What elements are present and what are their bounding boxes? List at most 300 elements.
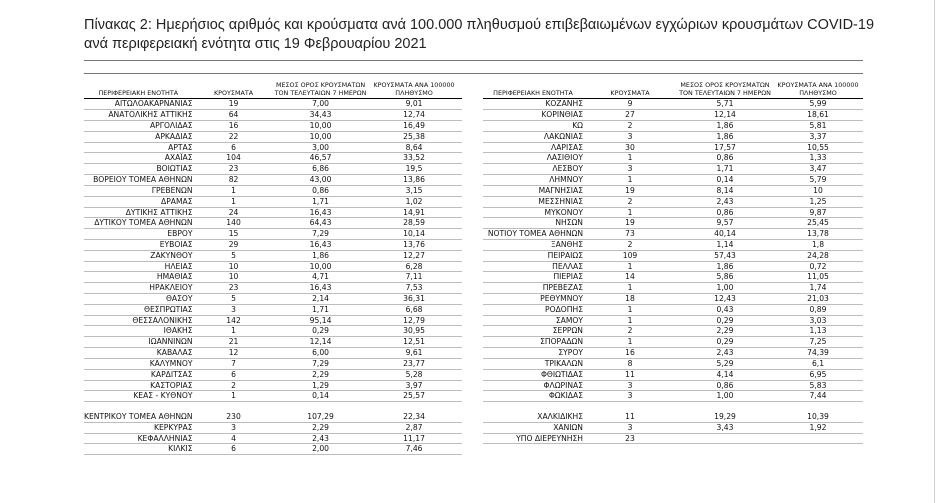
rate-cell: 2,87 <box>367 422 462 433</box>
region-cell: ΠΙΕΡΙΑΣ <box>483 272 583 283</box>
cases-cell: 1 <box>583 175 677 186</box>
rate-cell: 0,89 <box>773 304 863 315</box>
rate-cell: 3,03 <box>773 315 863 326</box>
table-row <box>483 433 863 444</box>
table-row <box>84 391 462 402</box>
cases-cell: 64 <box>193 110 275 121</box>
avg-cell: 0,86 <box>677 153 773 164</box>
table-row <box>84 229 462 240</box>
rate-cell: 3,97 <box>367 380 462 391</box>
rate-cell: 1,92 <box>773 422 863 433</box>
region-cell: ΧΑΛΚΙΔΙΚΗΣ <box>483 412 583 422</box>
region-cell: ΣΕΡΡΩΝ <box>483 326 583 337</box>
region-cell: ΛΕΣΒΟΥ <box>483 164 583 175</box>
right-table-body <box>483 99 863 444</box>
table-row <box>483 164 863 175</box>
cases-cell: 23 <box>583 433 677 444</box>
region-cell: ΣΥΡΟΥ <box>483 348 583 359</box>
region-cell: ΝΗΣΩΝ <box>483 218 583 229</box>
rate-cell: 6,1 <box>773 358 863 369</box>
avg-cell: 1,29 <box>275 380 367 391</box>
avg-cell: 0,29 <box>275 326 367 337</box>
region-cell: ΘΕΣΣΑΛΟΝΙΚΗΣ <box>84 315 193 326</box>
rate-cell: 28,59 <box>367 218 462 229</box>
rate-cell: 1,25 <box>773 196 863 207</box>
rate-cell: 74,39 <box>773 348 863 359</box>
spacer-cell <box>483 402 583 412</box>
region-cell: ΠΕΛΛΑΣ <box>483 261 583 272</box>
region-cell: ΛΑΡΙΣΑΣ <box>483 142 583 153</box>
cases-cell: 30 <box>583 142 677 153</box>
avg-cell: 2,14 <box>275 294 367 305</box>
avg-cell: 1,86 <box>275 250 367 261</box>
table-row <box>483 110 863 121</box>
table-row <box>483 99 863 110</box>
region-cell: ΑΧΑΪΑΣ <box>84 153 193 164</box>
rate-cell: 5,83 <box>773 380 863 391</box>
rate-cell: 19,5 <box>367 164 462 175</box>
col-header-region: ΠΕΡΙΦΕΡΕΙΑΚΗ ΕΝΟΤΗΤΑ <box>483 82 583 99</box>
table-row <box>84 369 462 380</box>
avg-cell: 46,57 <box>275 153 367 164</box>
cases-cell: 3 <box>193 304 275 315</box>
region-cell: ΠΕΙΡΑΙΩΣ <box>483 250 583 261</box>
cases-cell: 19 <box>193 99 275 110</box>
cases-cell: 19 <box>583 185 677 196</box>
cases-cell: 3 <box>583 164 677 175</box>
cases-cell: 1 <box>583 337 677 348</box>
rate-cell: 14,91 <box>367 207 462 218</box>
region-cell: ΙΩΑΝΝΙΝΩΝ <box>84 337 193 348</box>
left-header-row <box>84 82 462 99</box>
region-cell: ΡΟΔΟΠΗΣ <box>483 304 583 315</box>
left-data-table <box>84 82 462 455</box>
rate-cell: 11,05 <box>773 272 863 283</box>
rate-cell: 3,15 <box>367 185 462 196</box>
rate-cell: 3,47 <box>773 164 863 175</box>
window-edge <box>934 0 935 503</box>
table-row <box>84 380 462 391</box>
table-row <box>84 142 462 153</box>
cases-cell: 104 <box>193 153 275 164</box>
region-cell: ΞΑΝΘΗΣ <box>483 239 583 250</box>
avg-cell: 5,71 <box>677 99 773 110</box>
table-row <box>84 131 462 142</box>
table-row <box>483 283 863 294</box>
region-cell: ΑΡΤΑΣ <box>84 142 193 153</box>
avg-cell: 0,29 <box>677 337 773 348</box>
table-row <box>483 391 863 402</box>
avg-cell: 10,00 <box>275 131 367 142</box>
region-cell: ΠΡΕΒΕΖΑΣ <box>483 283 583 294</box>
region-cell: ΚΕΦΑΛΛΗΝΙΑΣ <box>84 433 193 444</box>
rate-cell: 25,57 <box>367 391 462 402</box>
cases-cell: 27 <box>583 110 677 121</box>
rate-cell: 1,02 <box>367 196 462 207</box>
cases-cell: 109 <box>583 250 677 261</box>
rate-cell: 10,55 <box>773 142 863 153</box>
table-row <box>84 348 462 359</box>
avg-cell: 0,29 <box>677 315 773 326</box>
table-row <box>84 272 462 283</box>
rate-cell: 24,28 <box>773 250 863 261</box>
region-cell: ΒΟΙΩΤΙΑΣ <box>84 164 193 175</box>
table-row <box>84 196 462 207</box>
table-row <box>483 239 863 250</box>
rate-cell: 7,25 <box>773 337 863 348</box>
avg-cell: 34,43 <box>275 110 367 121</box>
col-header-rate: ΚΡΟΥΣΜΑΤΑ ΑΝΑ 100000 ΠΛΗΘΥΣΜΟ <box>773 82 863 99</box>
rate-cell: 21,03 <box>773 294 863 305</box>
spacer-cell <box>367 402 462 412</box>
cases-cell: 29 <box>193 239 275 250</box>
avg-cell: 10,00 <box>275 121 367 132</box>
region-cell: ΡΕΘΥΜΝΟΥ <box>483 294 583 305</box>
region-cell: ΚΙΛΚΙΣ <box>84 444 193 455</box>
region-cell: ΗΡΑΚΛΕΙΟΥ <box>84 283 193 294</box>
avg-cell: 0,86 <box>677 207 773 218</box>
region-cell: ΜΑΓΝΗΣΙΑΣ <box>483 185 583 196</box>
cases-cell: 1 <box>583 283 677 294</box>
rate-cell: 1,33 <box>773 153 863 164</box>
table-spacer-row <box>84 402 462 412</box>
cases-cell: 15 <box>193 229 275 240</box>
avg-cell: 2,29 <box>275 422 367 433</box>
cases-cell: 18 <box>583 294 677 305</box>
table-row <box>84 175 462 186</box>
rate-cell: 23,77 <box>367 358 462 369</box>
cases-cell: 82 <box>193 175 275 186</box>
cases-cell: 1 <box>193 326 275 337</box>
region-cell: ΔΡΑΜΑΣ <box>84 196 193 207</box>
avg-cell: 16,43 <box>275 283 367 294</box>
avg-cell: 2,43 <box>275 433 367 444</box>
region-cell: ΒΟΡΕΙΟΥ ΤΟΜΕΑ ΑΘΗΝΩΝ <box>84 175 193 186</box>
cases-cell: 3 <box>583 391 677 402</box>
cases-cell: 3 <box>193 422 275 433</box>
table-spacer-row <box>483 402 863 412</box>
cases-cell: 1 <box>583 304 677 315</box>
cases-cell: 11 <box>583 369 677 380</box>
avg-cell: 2,29 <box>275 369 367 380</box>
table-row <box>84 261 462 272</box>
rate-cell: 6,95 <box>773 369 863 380</box>
spacer-cell <box>677 402 773 412</box>
table-row <box>483 121 863 132</box>
region-cell: ΑΡΓΟΛΙΔΑΣ <box>84 121 193 132</box>
cases-cell: 7 <box>193 358 275 369</box>
table-row <box>84 218 462 229</box>
cases-cell: 21 <box>193 337 275 348</box>
spacer-cell <box>773 402 863 412</box>
avg-cell: 2,29 <box>677 326 773 337</box>
rate-cell: 13,86 <box>367 175 462 186</box>
col-header-cases: ΚΡΟΥΣΜΑΤΑ <box>583 82 677 99</box>
cases-cell: 12 <box>193 348 275 359</box>
table-row <box>483 131 863 142</box>
avg-cell: 7,29 <box>275 358 367 369</box>
region-cell: ΕΒΡΟΥ <box>84 229 193 240</box>
avg-cell: 4,71 <box>275 272 367 283</box>
table-row <box>84 283 462 294</box>
rate-cell: 12,51 <box>367 337 462 348</box>
avg-cell: 0,86 <box>275 185 367 196</box>
table-row <box>483 315 863 326</box>
avg-cell: 5,86 <box>677 272 773 283</box>
cases-cell: 6 <box>193 142 275 153</box>
avg-cell: 1,71 <box>275 196 367 207</box>
table-row <box>84 433 462 444</box>
region-cell: ΕΥΒΟΙΑΣ <box>84 239 193 250</box>
avg-cell: 1,86 <box>677 261 773 272</box>
col-header-cases: ΚΡΟΥΣΜΑΤΑ <box>193 82 275 99</box>
region-cell: ΚΟΡΙΝΘΙΑΣ <box>483 110 583 121</box>
cases-cell: 1 <box>193 185 275 196</box>
col-header-avg: ΜΕΣΟΣ ΟΡΟΣ ΚΡΟΥΣΜΑΤΩΝ ΤΟΝ ΤΕΛΕΥΤΑΙΩΝ 7 ΗΜΕΡΩΝ <box>275 82 367 99</box>
region-cell: ΑΝΑΤΟΛΙΚΗΣ ΑΤΤΙΚΗΣ <box>84 110 193 121</box>
rate-cell <box>773 433 863 444</box>
cases-cell: 140 <box>193 218 275 229</box>
rate-cell: 36,31 <box>367 294 462 305</box>
cases-cell: 5 <box>193 250 275 261</box>
avg-cell: 16,43 <box>275 207 367 218</box>
table-row <box>483 412 863 422</box>
rate-cell: 25,38 <box>367 131 462 142</box>
avg-cell: 1,71 <box>677 164 773 175</box>
cases-cell: 1 <box>193 391 275 402</box>
region-cell: ΥΠΟ ΔΙΕΡΕΥΝΗΣΗ <box>483 433 583 444</box>
region-cell: ΚΟΖΑΝΗΣ <box>483 99 583 110</box>
rate-cell: 5,99 <box>773 99 863 110</box>
table-row <box>483 153 863 164</box>
avg-cell: 2,00 <box>275 444 367 455</box>
cases-cell: 73 <box>583 229 677 240</box>
table-row <box>84 185 462 196</box>
avg-cell: 12,14 <box>677 110 773 121</box>
rate-cell: 9,87 <box>773 207 863 218</box>
table-row <box>84 99 462 110</box>
avg-cell: 1,00 <box>677 391 773 402</box>
avg-cell: 10,00 <box>275 261 367 272</box>
table-row <box>84 153 462 164</box>
avg-cell: 6,86 <box>275 164 367 175</box>
table-row <box>483 369 863 380</box>
avg-cell: 1,86 <box>677 121 773 132</box>
rate-cell: 5,28 <box>367 369 462 380</box>
table-row <box>84 121 462 132</box>
table-row <box>483 196 863 207</box>
cases-cell: 4 <box>193 433 275 444</box>
avg-cell: 1,71 <box>275 304 367 315</box>
region-cell: ΜΥΚΟΝΟΥ <box>483 207 583 218</box>
avg-cell: 17,57 <box>677 142 773 153</box>
cases-cell: 23 <box>193 283 275 294</box>
spacer-cell <box>583 402 677 412</box>
cases-cell: 2 <box>583 326 677 337</box>
cases-cell: 230 <box>193 412 275 422</box>
table-row <box>483 337 863 348</box>
table-row <box>483 207 863 218</box>
avg-cell: 57,43 <box>677 250 773 261</box>
spacer-cell <box>193 402 275 412</box>
table-row <box>84 239 462 250</box>
avg-cell: 0,43 <box>677 304 773 315</box>
table-row <box>84 358 462 369</box>
avg-cell: 107,29 <box>275 412 367 422</box>
avg-cell: 9,57 <box>677 218 773 229</box>
cases-cell: 3 <box>583 131 677 142</box>
avg-cell: 64,43 <box>275 218 367 229</box>
table-row <box>483 142 863 153</box>
region-cell: ΗΛΕΙΑΣ <box>84 261 193 272</box>
table-row <box>84 110 462 121</box>
table-row <box>483 250 863 261</box>
region-cell: ΚΑΒΑΛΑΣ <box>84 348 193 359</box>
region-cell: ΚΕΑΣ - ΚΥΘΝΟΥ <box>84 391 193 402</box>
col-header-rate: ΚΡΟΥΣΜΑΤΑ ΑΝΑ 100000 ΠΛΗΘΥΣΜΟ <box>367 82 462 99</box>
rate-cell: 8,64 <box>367 142 462 153</box>
rate-cell: 30,95 <box>367 326 462 337</box>
rate-cell: 12,27 <box>367 250 462 261</box>
cases-cell: 2 <box>193 380 275 391</box>
region-cell: ΛΗΜΝΟΥ <box>483 175 583 186</box>
table-row <box>84 315 462 326</box>
region-cell: ΑΙΤΩΛΟΑΚΑΡΝΑΝΙΑΣ <box>84 99 193 110</box>
rate-cell: 6,68 <box>367 304 462 315</box>
rate-cell: 7,11 <box>367 272 462 283</box>
cases-cell: 3 <box>583 380 677 391</box>
cases-cell: 16 <box>193 121 275 132</box>
table-row <box>483 422 863 433</box>
region-cell: ΚΑΡΔΙΤΣΑΣ <box>84 369 193 380</box>
region-cell: ΣΑΜΟΥ <box>483 315 583 326</box>
region-cell: ΜΕΣΣΗΝΙΑΣ <box>483 196 583 207</box>
cases-cell: 1 <box>583 315 677 326</box>
avg-cell: 1,86 <box>677 131 773 142</box>
region-cell: ΚΕΡΚΥΡΑΣ <box>84 422 193 433</box>
avg-cell: 12,43 <box>677 294 773 305</box>
avg-cell: 5,29 <box>677 358 773 369</box>
table-top-rule <box>84 73 863 74</box>
table-row <box>84 444 462 455</box>
avg-cell: 8,14 <box>677 185 773 196</box>
avg-cell: 6,00 <box>275 348 367 359</box>
cases-cell: 23 <box>193 164 275 175</box>
rate-cell: 6,28 <box>367 261 462 272</box>
table-row <box>483 358 863 369</box>
avg-cell: 43,00 <box>275 175 367 186</box>
rate-cell: 12,74 <box>367 110 462 121</box>
rate-cell: 13,78 <box>773 229 863 240</box>
cases-cell: 24 <box>193 207 275 218</box>
table-row <box>483 326 863 337</box>
table-row <box>84 422 462 433</box>
avg-cell: 7,00 <box>275 99 367 110</box>
region-cell: ΚΕΝΤΡΙΚΟΥ ΤΟΜΕΑ ΑΘΗΝΩΝ <box>84 411 193 421</box>
rate-cell: 9,61 <box>367 348 462 359</box>
table-row <box>84 304 462 315</box>
rate-cell: 22,34 <box>367 412 462 422</box>
table-row <box>84 326 462 337</box>
cases-cell: 2 <box>583 239 677 250</box>
table-row <box>483 218 863 229</box>
region-cell: ΘΕΣΠΡΩΤΙΑΣ <box>84 304 193 315</box>
cases-cell: 6 <box>193 369 275 380</box>
cases-cell: 10 <box>193 272 275 283</box>
region-cell: ΧΑΝΙΩΝ <box>483 422 583 433</box>
avg-cell: 19,29 <box>677 412 773 422</box>
region-cell: ΤΡΙΚΑΛΩΝ <box>483 358 583 369</box>
cases-cell: 16 <box>583 348 677 359</box>
rate-cell: 25,45 <box>773 218 863 229</box>
spacer-cell <box>84 402 193 412</box>
cases-cell: 11 <box>583 412 677 422</box>
rate-cell: 7,53 <box>367 283 462 294</box>
table-row <box>483 294 863 305</box>
avg-cell: 7,29 <box>275 229 367 240</box>
rate-cell: 9,01 <box>367 99 462 110</box>
region-cell: ΦΛΩΡΙΝΑΣ <box>483 380 583 391</box>
avg-cell: 95,14 <box>275 315 367 326</box>
avg-cell: 0,14 <box>677 175 773 186</box>
table-row <box>84 164 462 175</box>
rate-cell: 0,72 <box>773 261 863 272</box>
cases-cell: 9 <box>583 99 677 110</box>
region-cell: ΛΑΚΩΝΙΑΣ <box>483 131 583 142</box>
cases-cell: 1 <box>583 153 677 164</box>
right-header-row <box>483 82 863 99</box>
rate-cell: 5,81 <box>773 121 863 132</box>
region-cell: ΦΩΚΙΔΑΣ <box>483 391 583 402</box>
cases-cell: 5 <box>193 294 275 305</box>
rate-cell: 7,46 <box>367 444 462 455</box>
table-row <box>84 412 462 422</box>
region-cell: ΖΑΚΥΝΘΟΥ <box>84 250 193 261</box>
avg-cell: 1,14 <box>677 239 773 250</box>
avg-cell: 2,43 <box>677 196 773 207</box>
rate-cell: 10,14 <box>367 229 462 240</box>
region-cell: ΚΑΣΤΟΡΙΑΣ <box>84 380 193 391</box>
rate-cell: 10,39 <box>773 412 863 422</box>
rate-cell: 1,13 <box>773 326 863 337</box>
avg-cell: 2,43 <box>677 348 773 359</box>
rate-cell: 5,79 <box>773 175 863 186</box>
avg-cell: 1,00 <box>677 283 773 294</box>
avg-cell: 3,00 <box>275 142 367 153</box>
table-row <box>84 294 462 305</box>
avg-cell: 3,43 <box>677 422 773 433</box>
table-row <box>483 185 863 196</box>
cases-cell: 2 <box>583 121 677 132</box>
caption-divider <box>84 60 863 61</box>
avg-cell: 0,14 <box>275 391 367 402</box>
avg-cell: 40,14 <box>677 229 773 240</box>
table-row <box>84 337 462 348</box>
region-cell: ΚΑΛΥΜΝΟΥ <box>84 358 193 369</box>
cases-cell: 1 <box>583 261 677 272</box>
rate-cell: 12,79 <box>367 315 462 326</box>
region-cell: ΔΥΤΙΚΗΣ ΑΤΤΙΚΗΣ <box>84 207 193 218</box>
region-cell: ΔΥΤΙΚΟΥ ΤΟΜΕΑ ΑΘΗΝΩΝ <box>84 218 193 229</box>
region-cell: ΑΡΚΑΔΙΑΣ <box>84 131 193 142</box>
table-row <box>483 304 863 315</box>
table-row <box>84 250 462 261</box>
cases-cell: 10 <box>193 261 275 272</box>
region-cell: ΚΩ <box>483 121 583 132</box>
rate-cell: 11,17 <box>367 433 462 444</box>
table-row <box>483 272 863 283</box>
left-table-body <box>84 99 462 455</box>
